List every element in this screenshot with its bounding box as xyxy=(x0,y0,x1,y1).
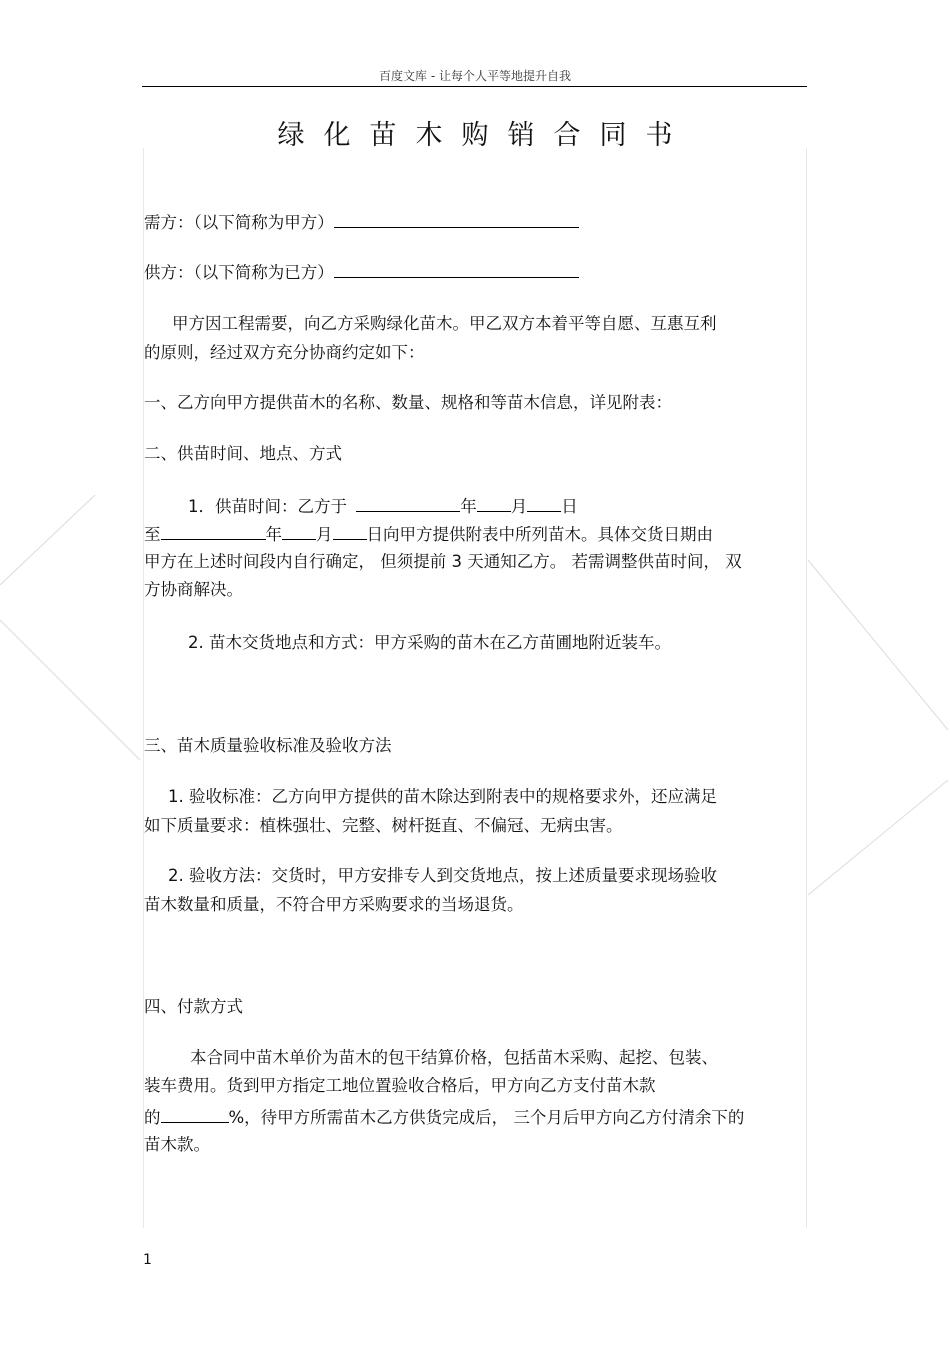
payment-line-2: 装车费用。货到甲方指定工地位置验收合格后，甲方向乙方支付苗木款 xyxy=(144,1076,656,1095)
margin-line-left xyxy=(143,148,144,1228)
acceptance-method-line-1: 2. 验收方法：交货时，甲方安排专人到交货地点，按上述质量要求现场验收 xyxy=(168,866,717,885)
intro-line-2: 的原则，经过双方充分协商约定如下： xyxy=(144,343,425,362)
delivery-method: 2. 苗木交货地点和方式：甲方采购的苗木在乙方苗圃地附近装车。 xyxy=(188,633,671,652)
payment-percent-blank[interactable] xyxy=(161,1105,229,1123)
intro-line-1: 甲方因工程需要，向乙方采购绿化苗木。甲乙双方本着平等自愿、互惠互利 xyxy=(172,314,717,333)
supplier-blank[interactable] xyxy=(334,260,579,278)
payment-line-4: 苗木款。 xyxy=(144,1135,210,1154)
start-day-blank[interactable] xyxy=(527,494,561,512)
payment-line-1: 本合同中苗木单价为苗木的包干结算价格，包括苗木采购、起挖、包装、 xyxy=(190,1048,718,1067)
supplier-label: 供方：（以下简称为已方） xyxy=(144,263,334,282)
supply-time-line-1 xyxy=(188,494,578,518)
acceptance-standard-line-2: 如下质量要求：植株强壮、完整、树杆挺直、不偏冠、无病虫害。 xyxy=(144,816,623,835)
end-day-blank[interactable] xyxy=(333,522,367,540)
header-rule xyxy=(142,86,807,87)
margin-line-right xyxy=(806,148,807,1228)
end-year-blank[interactable] xyxy=(161,522,266,540)
document-title: 绿化苗木购销合同书 xyxy=(277,120,692,151)
supply-time-line-3: 甲方在上述时间段内自行确定， 但须提前 3 天通知乙方。 若需调整供苗时间， 双 xyxy=(144,552,742,571)
buyer-blank[interactable] xyxy=(334,210,579,228)
supply-time-rest: 日向甲方提供附表中所列苗木。具体交货日期由 xyxy=(366,525,713,544)
page-header: 百度文库 - 让每个人平等地提升自我 xyxy=(379,69,571,83)
supply-time-line-2 xyxy=(144,522,713,546)
acceptance-standard-line-1: 1. 验收标准：乙方向甲方提供的苗木除达到附表中的规格要求外，还应满足 xyxy=(168,787,717,806)
year-label-2: 年 xyxy=(265,525,282,544)
month-label: 月 xyxy=(510,497,528,516)
payment-line-3 xyxy=(144,1105,744,1129)
page-number: 1 xyxy=(143,1252,152,1268)
section-2-heading: 二、供苗时间、地点、方式 xyxy=(144,444,342,463)
start-year-blank[interactable] xyxy=(356,494,460,512)
day-label: 日 xyxy=(561,497,578,516)
supply-time-line-4: 方协商解决。 xyxy=(144,580,243,599)
section-1: 一、乙方向甲方提供苗木的名称、数量、规格和等苗木信息，详见附表： xyxy=(144,393,672,412)
payment-suffix: %，待甲方所需苗木乙方供货完成后， 三个月后甲方向乙方付清余下的 xyxy=(228,1108,745,1127)
buyer-label: 需方：（以下简称为甲方） xyxy=(144,213,334,232)
year-label: 年 xyxy=(460,497,477,516)
end-month-blank[interactable] xyxy=(282,522,316,540)
acceptance-method-line-2: 苗木数量和质量，不符合甲方采购要求的当场退货。 xyxy=(144,895,524,914)
supply-time-prefix: 1．供苗时间：乙方于 xyxy=(188,497,347,516)
payment-prefix: 的 xyxy=(144,1108,161,1127)
section-3-heading: 三、苗木质量验收标准及验收方法 xyxy=(144,736,392,755)
supplier-line xyxy=(144,260,579,284)
section-4-heading: 四、付款方式 xyxy=(144,997,243,1016)
month-label-2: 月 xyxy=(316,525,333,544)
start-month-blank[interactable] xyxy=(477,494,511,512)
buyer-line xyxy=(144,210,579,234)
to-label: 至 xyxy=(144,525,161,544)
